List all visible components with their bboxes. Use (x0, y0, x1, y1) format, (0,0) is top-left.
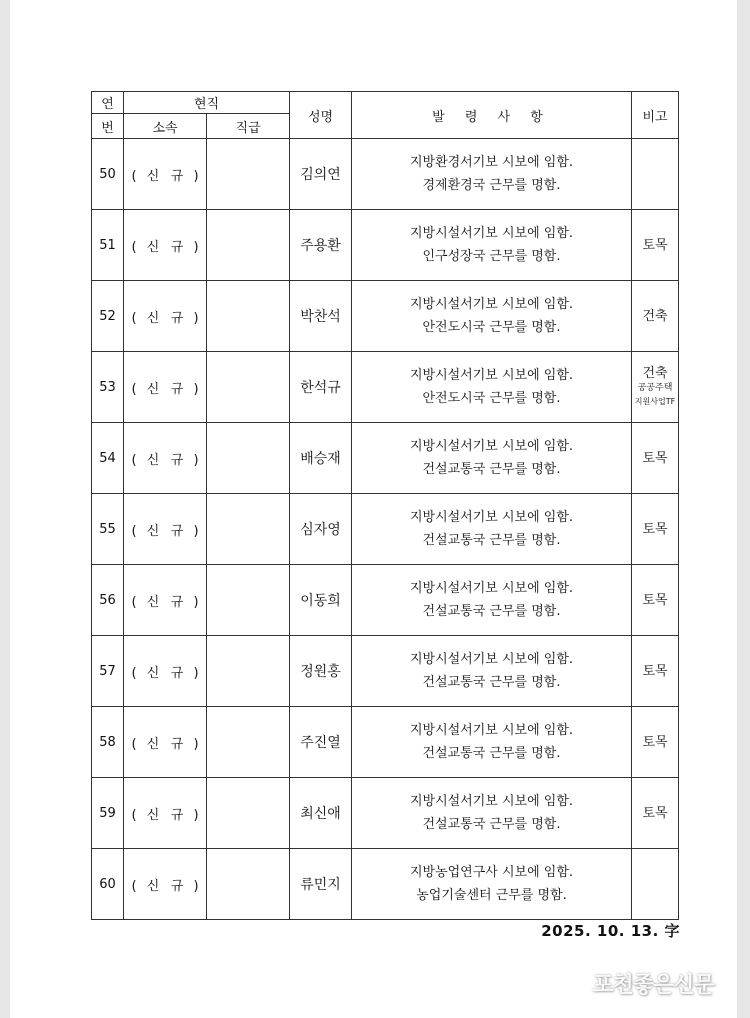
appointment-line-1: 지방시설서기보 시보에 임함. (409, 723, 574, 738)
appointment-line-2: 농업기술센터 근무를 명함. (416, 888, 567, 903)
cell-text: 58 (99, 734, 116, 750)
row-person-name (290, 139, 352, 210)
affiliation-char-1: 신 (146, 665, 160, 681)
affiliation-open-paren: ( (131, 878, 137, 894)
table-row (92, 707, 679, 778)
affiliation-close-paren: ) (193, 452, 199, 468)
header-name: 성명 (290, 92, 352, 139)
cell-text: 이동희 (300, 593, 341, 609)
affiliation-char-1: 신 (146, 381, 160, 397)
header-rank: 직급 (207, 114, 290, 139)
row-person-name (290, 352, 352, 423)
affiliation-char-2: 규 (170, 878, 184, 894)
row-affiliation (124, 565, 207, 636)
row-rank (207, 494, 290, 565)
cell-text: 박찬석 (300, 309, 341, 325)
cell-text: 52 (99, 308, 116, 324)
table-row (92, 565, 679, 636)
note-main: 토목 (642, 663, 668, 679)
row-affiliation (124, 423, 207, 494)
row-appointment-detail (352, 423, 632, 494)
row-number (92, 565, 124, 636)
appointment-line-2: 건설교통국 근무를 명함. (422, 817, 561, 832)
row-appointment-detail (352, 494, 632, 565)
affiliation-close-paren: ) (193, 168, 199, 184)
affiliation-close-paren: ) (193, 665, 199, 681)
affiliation-close-paren: ) (193, 381, 199, 397)
row-appointment-detail (352, 707, 632, 778)
affiliation-close-paren: ) (193, 736, 199, 752)
cell-text: 주진열 (300, 735, 341, 751)
affiliation-char-1: 신 (146, 594, 160, 610)
row-rank (207, 210, 290, 281)
affiliation-open-paren: ( (131, 168, 137, 184)
affiliation-char-2: 규 (170, 665, 184, 681)
appointment-line-2: 안전도시국 근무를 명함. (422, 391, 561, 406)
row-affiliation (124, 139, 207, 210)
row-person-name (290, 565, 352, 636)
table-row (92, 210, 679, 281)
affiliation-char-1: 신 (146, 878, 160, 894)
issue-date: 2025. 10. 13. 字 (541, 922, 680, 940)
row-rank (207, 139, 290, 210)
note-main: 건축 (642, 308, 668, 324)
affiliation-close-paren: ) (193, 239, 199, 255)
table-body (92, 139, 679, 920)
affiliation-open-paren: ( (131, 665, 137, 681)
affiliation-char-2: 규 (170, 452, 184, 468)
row-person-name (290, 423, 352, 494)
cell-text: 최신애 (300, 806, 341, 822)
affiliation-char-1: 신 (146, 239, 160, 255)
row-number (92, 778, 124, 849)
appointment-line-2: 안전도시국 근무를 명함. (422, 320, 561, 335)
row-person-name (290, 849, 352, 920)
row-note (632, 565, 679, 636)
row-number (92, 281, 124, 352)
document-page (10, 0, 737, 1018)
affiliation-close-paren: ) (193, 523, 199, 539)
cell-text: 60 (99, 876, 116, 892)
row-appointment-detail (352, 849, 632, 920)
note-sub-2: 지원사업TF (634, 397, 676, 406)
affiliation-open-paren: ( (131, 381, 137, 397)
row-person-name (290, 636, 352, 707)
row-affiliation (124, 707, 207, 778)
header-note: 비고 (632, 92, 679, 139)
appointment-line-2: 경제환경국 근무를 명함. (422, 178, 561, 193)
row-person-name (290, 281, 352, 352)
note-main: 토목 (642, 805, 668, 821)
appointment-line-2: 건설교통국 근무를 명함. (422, 604, 561, 619)
affiliation-char-1: 신 (146, 452, 160, 468)
affiliation-char-1: 신 (146, 807, 160, 823)
row-note (632, 707, 679, 778)
cell-text: 류민지 (300, 877, 341, 893)
row-note (632, 636, 679, 707)
row-person-name (290, 210, 352, 281)
affiliation-open-paren: ( (131, 807, 137, 823)
row-appointment-detail (352, 636, 632, 707)
row-number (92, 423, 124, 494)
note-main: 건축 (642, 366, 668, 381)
note-main: 토목 (642, 521, 668, 537)
affiliation-char-2: 규 (170, 310, 184, 326)
appointment-line-1: 지방시설서기보 시보에 임함. (409, 368, 574, 383)
cell-text: 51 (99, 237, 116, 253)
table-row (92, 636, 679, 707)
affiliation-char-1: 신 (146, 310, 160, 326)
row-number (92, 210, 124, 281)
row-note (632, 423, 679, 494)
cell-text: 주용환 (300, 238, 341, 254)
row-affiliation (124, 210, 207, 281)
row-note (632, 494, 679, 565)
table-row (92, 281, 679, 352)
affiliation-char-2: 규 (170, 736, 184, 752)
affiliation-open-paren: ( (131, 736, 137, 752)
cell-text: 정원홍 (300, 664, 341, 680)
cell-text: 50 (99, 166, 116, 182)
row-appointment-detail (352, 778, 632, 849)
table-row (92, 423, 679, 494)
table-row (92, 139, 679, 210)
affiliation-open-paren: ( (131, 523, 137, 539)
appointment-line-1: 지방시설서기보 시보에 임함. (409, 226, 574, 241)
affiliation-char-2: 규 (170, 523, 184, 539)
table-row (92, 849, 679, 920)
row-rank (207, 352, 290, 423)
appointment-line-1: 지방시설서기보 시보에 임함. (409, 439, 574, 454)
affiliation-open-paren: ( (131, 452, 137, 468)
note-main: 토목 (642, 734, 668, 750)
row-note (632, 849, 679, 920)
appointment-line-1: 지방시설서기보 시보에 임함. (409, 794, 574, 809)
appointment-line-1: 지방시설서기보 시보에 임함. (409, 581, 574, 596)
affiliation-close-paren: ) (193, 594, 199, 610)
row-note (632, 139, 679, 210)
row-rank (207, 281, 290, 352)
affiliation-char-1: 신 (146, 168, 160, 184)
header-current-position: 현직 (124, 92, 290, 114)
table-row (92, 494, 679, 565)
row-note (632, 281, 679, 352)
row-note (632, 778, 679, 849)
row-number (92, 636, 124, 707)
table-row (92, 778, 679, 849)
row-appointment-detail (352, 352, 632, 423)
cell-text: 55 (99, 521, 116, 537)
appointment-line-1: 지방시설서기보 시보에 임함. (409, 297, 574, 312)
appointment-line-2: 건설교통국 근무를 명함. (422, 746, 561, 761)
affiliation-open-paren: ( (131, 310, 137, 326)
newspaper-watermark: 포천좋은신문 (592, 973, 714, 998)
row-affiliation (124, 494, 207, 565)
row-affiliation (124, 849, 207, 920)
note-main: 토목 (642, 237, 668, 253)
appointment-line-2: 건설교통국 근무를 명함. (422, 462, 561, 477)
row-affiliation (124, 281, 207, 352)
note-main: 토목 (642, 450, 668, 466)
row-person-name (290, 494, 352, 565)
row-number (92, 849, 124, 920)
affiliation-close-paren: ) (193, 878, 199, 894)
affiliation-close-paren: ) (193, 310, 199, 326)
header-no-bottom: 번 (92, 114, 124, 139)
cell-text: 59 (99, 805, 116, 821)
affiliation-char-2: 규 (170, 807, 184, 823)
header-row-top (92, 92, 679, 114)
appointment-line-2: 건설교통국 근무를 명함. (422, 675, 561, 690)
row-rank (207, 778, 290, 849)
note-sub-1: 공공주택 (637, 383, 673, 393)
appointment-line-2: 인구성장국 근무를 명함. (422, 249, 561, 264)
table-row (92, 352, 679, 423)
affiliation-open-paren: ( (131, 594, 137, 610)
affiliation-close-paren: ) (193, 807, 199, 823)
cell-text: 배승재 (300, 451, 341, 467)
row-number (92, 352, 124, 423)
row-rank (207, 849, 290, 920)
cell-text: 54 (99, 450, 116, 466)
affiliation-char-2: 규 (170, 239, 184, 255)
appointment-line-1: 지방시설서기보 시보에 임함. (409, 652, 574, 667)
row-appointment-detail (352, 210, 632, 281)
row-number (92, 707, 124, 778)
row-appointment-detail (352, 565, 632, 636)
header-affiliation: 소속 (124, 114, 207, 139)
affiliation-char-1: 신 (146, 736, 160, 752)
affiliation-char-1: 신 (146, 523, 160, 539)
appointment-line-1: 지방농업연구사 시보에 임함. (409, 865, 574, 880)
row-note (632, 352, 679, 423)
cell-text: 한석규 (300, 380, 341, 396)
row-person-name (290, 778, 352, 849)
affiliation-char-2: 규 (170, 168, 184, 184)
row-affiliation (124, 636, 207, 707)
row-person-name (290, 707, 352, 778)
cell-text: 56 (99, 592, 116, 608)
appointment-line-1: 지방시설서기보 시보에 임함. (409, 510, 574, 525)
cell-text: 김의연 (300, 167, 341, 183)
row-affiliation (124, 352, 207, 423)
row-rank (207, 636, 290, 707)
note-main: 토목 (642, 592, 668, 608)
row-appointment-detail (352, 139, 632, 210)
header-no-top: 연 (92, 92, 124, 114)
row-appointment-detail (352, 281, 632, 352)
row-affiliation (124, 778, 207, 849)
row-number (92, 494, 124, 565)
row-note (632, 210, 679, 281)
appointment-line-2: 건설교통국 근무를 명함. (422, 533, 561, 548)
appointment-line-1: 지방환경서기보 시보에 임함. (409, 155, 574, 170)
row-number (92, 139, 124, 210)
row-rank (207, 707, 290, 778)
affiliation-char-2: 규 (170, 381, 184, 397)
affiliation-char-2: 규 (170, 594, 184, 610)
cell-text: 심자영 (300, 522, 341, 538)
cell-text: 53 (99, 379, 116, 395)
cell-text: 57 (99, 663, 116, 679)
affiliation-open-paren: ( (131, 239, 137, 255)
row-rank (207, 565, 290, 636)
appointment-table (91, 91, 679, 920)
row-rank (207, 423, 290, 494)
header-appointment-order: 발 령 사 항 (352, 92, 632, 139)
